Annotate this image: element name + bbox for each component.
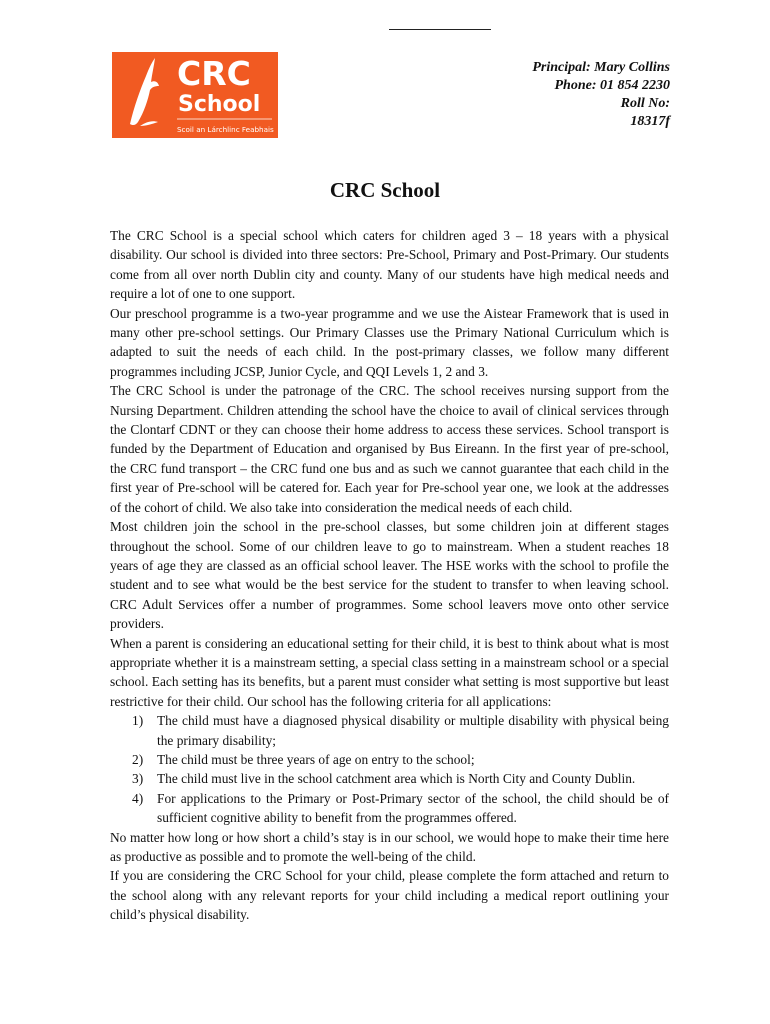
roll-number: 18317f bbox=[630, 114, 670, 129]
criteria-number: 2) bbox=[132, 751, 144, 767]
paragraph-closing-1: No matter how long or how short a child’s stay is in our school, we would hope to make their time here as productive as possible and to promote the well-being of the child. bbox=[110, 829, 669, 864]
criteria-list bbox=[110, 711, 669, 827]
crc-school-logo bbox=[112, 52, 278, 138]
criteria-number: 1) bbox=[132, 713, 144, 729]
logo-tagline: Scoil an Lárchlinc Feabhais bbox=[177, 125, 274, 134]
criteria-text: The child must be three years of age on entry to the school; bbox=[157, 751, 475, 767]
logo-graphic bbox=[112, 52, 278, 138]
top-rule bbox=[389, 29, 491, 30]
paragraph-patronage: The CRC School is under the patronage of the CRC. The school receives nursing support from the Nursing Department. Children attending the school have the choice to avail of clinical services through the Clontarf CDNT or they can choose their home address to access these services. School transport is funded by the Department of Education and organised by Bus Eireann. In the first year of pre-school, the CRC fund transport – the CRC fund one bus and as such we cannot guarantee that each child in the first year of Pre-school will be catered for. Each year for Pre-school year one, we look at the addresses of the cohort of child. We also take into consideration the medical needs of each child. bbox=[110, 383, 669, 515]
logo-line2: School bbox=[178, 92, 261, 117]
paragraph-programmes: Our preschool programme is a two-year programme and we use the Aistear Framework that is used in many other pre-school settings. Our Primary Classes use the Primary National Curriculum which is adapted to suit the needs of each child. In the post-primary classes, we follow many different programmes including JCSP, Junior Cycle, and QQI Levels 1, 2 and 3. bbox=[110, 305, 669, 379]
paragraph-criteria-intro: When a parent is considering an educational setting for their child, it is best to think about what is most appropriate whether it is a mainstream setting, a special class setting in a mainstream school or a special school. Each setting has its benefits, but a parent must consider what setting is most supportive but least restrictive for their child. Our school has the following criteria for all applications: bbox=[110, 635, 669, 709]
criteria-item bbox=[110, 711, 669, 750]
document-body bbox=[110, 226, 669, 925]
criteria-item bbox=[110, 789, 669, 828]
criteria-text: For applications to the Primary or Post-Primary sector of the school, the child should be of sufficient cognitive ability to benefit from the programmes offered. bbox=[157, 790, 669, 826]
criteria-number: 4) bbox=[132, 790, 144, 806]
paragraph-intro: The CRC School is a special school which caters for children aged 3 – 18 years with a physical disability. Our school is divided into three sectors: Pre-School, Primary and Post-Primary. Our students come from all over north Dublin city and county. Many of our students have high medical needs and require a lot of one to one support. bbox=[110, 228, 669, 302]
criteria-item bbox=[110, 750, 669, 769]
logo-line1: CRC bbox=[177, 54, 251, 93]
paragraph-closing-2: If you are considering the CRC School for your child, please complete the form attached and return to the school along with any relevant reports for your child including a medical report outlining your child’s physical disability. bbox=[110, 868, 669, 923]
criteria-number: 3) bbox=[132, 771, 144, 787]
criteria-item bbox=[110, 769, 669, 788]
page-title: CRC School bbox=[329, 178, 441, 202]
criteria-text: The child must have a diagnosed physical disability or multiple disability with physical being the primary disability; bbox=[157, 713, 669, 748]
header-info bbox=[532, 59, 670, 131]
phone-line: Phone: 01 854 2230 bbox=[554, 78, 670, 93]
criteria-text: The child must live in the school catchment area which is North City and County Dublin. bbox=[157, 771, 636, 787]
principal-line: Principal: Mary Collins bbox=[532, 60, 670, 75]
roll-label: Roll No: bbox=[620, 96, 670, 111]
paragraph-enrolment: Most children join the school in the pre-school classes, but some children join at different stages throughout the school. Some of our children leave to go to mainstream. When a student reaches 18 years of age they are classed as an official school leaver. The HSE works with the school to profile the student and to see what would be the best service for the student to transfer to when leaving school. CRC Adult Services offer a number of programmes. Some school leavers move onto other service providers. bbox=[110, 519, 669, 632]
